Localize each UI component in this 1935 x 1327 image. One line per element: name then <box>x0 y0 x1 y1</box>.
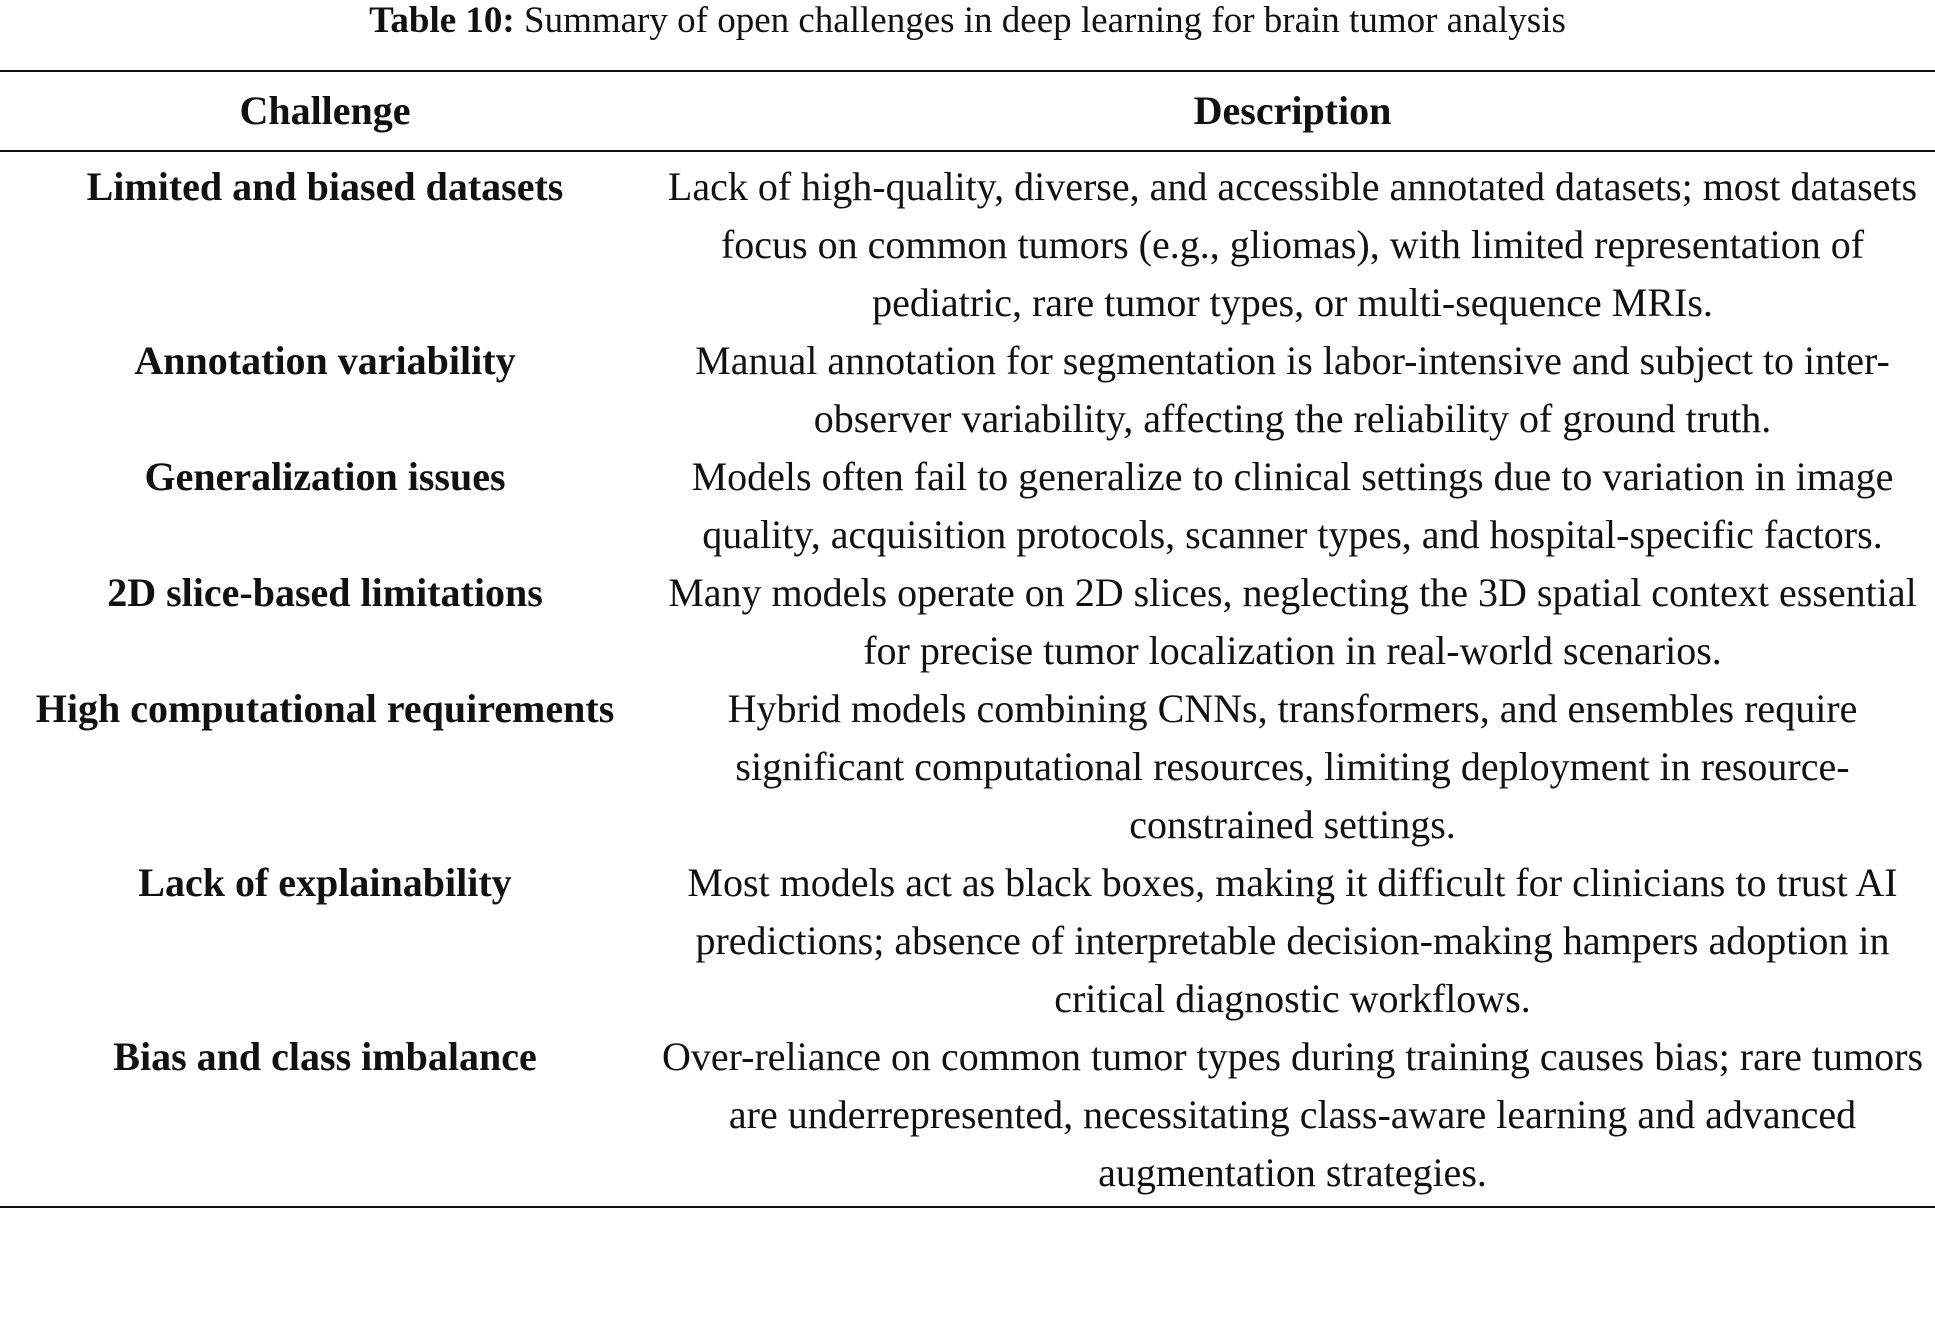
row-challenge: Generalization issues <box>144 454 506 499</box>
table-row <box>0 1028 1935 1207</box>
row-description: Many models operate on 2D slices, neglecting the 3D spatial context essential for precise tumor localization in real-world scenarios. <box>668 570 1917 673</box>
table-row <box>0 332 1935 448</box>
row-challenge: Limited and biased datasets <box>86 164 564 209</box>
row-description: Most models act as black boxes, making it difficult for clinicians to trust AI predictions; absence of interpretable decision-making hampers adoption in critical diagnostic workflows. <box>687 860 1898 1021</box>
table-row <box>0 854 1935 1028</box>
table-row <box>0 680 1935 854</box>
header-challenge: Challenge <box>0 71 650 151</box>
row-description: Manual annotation for segmentation is labor-intensive and subject to inter-observer variability, affecting the reliability of ground truth. <box>695 338 1890 441</box>
challenges-table <box>0 70 1935 1208</box>
table-row <box>0 564 1935 680</box>
row-description: Over-reliance on common tumor types during training causes bias; rare tumors are underrepresented, necessitating class-aware learning and advanced augmentation strategies. <box>661 1034 1924 1195</box>
table-caption-text: Summary of open challenges in deep learning for brain tumor analysis <box>514 0 1566 41</box>
table-header-row <box>0 71 1935 151</box>
row-description: Hybrid models combining CNNs, transformers, and ensembles require significant computational resources, limiting deployment in resource-constrained settings. <box>727 686 1858 847</box>
row-challenge: 2D slice-based limitations <box>107 570 543 615</box>
table-row <box>0 448 1935 564</box>
table-row <box>0 151 1935 332</box>
row-challenge: Lack of explainability <box>138 860 512 905</box>
header-description: Description <box>650 71 1935 151</box>
row-description: Models often fail to generalize to clinical settings due to variation in image quality, acquisition protocols, scanner types, and hospital-specific factors. <box>691 454 1894 557</box>
row-description: Lack of high-quality, diverse, and accessible annotated datasets; most datasets focus on common tumors (e.g., gliomas), with limited representation of pediatric, rare tumor types, or multi-sequence MRIs. <box>667 164 1918 325</box>
row-challenge: Bias and class imbalance <box>113 1034 537 1079</box>
table-caption-label: Table 10: <box>369 0 515 41</box>
table-caption <box>0 0 1935 54</box>
row-challenge: High computational requirements <box>35 686 615 731</box>
row-challenge: Annotation variability <box>134 338 516 383</box>
